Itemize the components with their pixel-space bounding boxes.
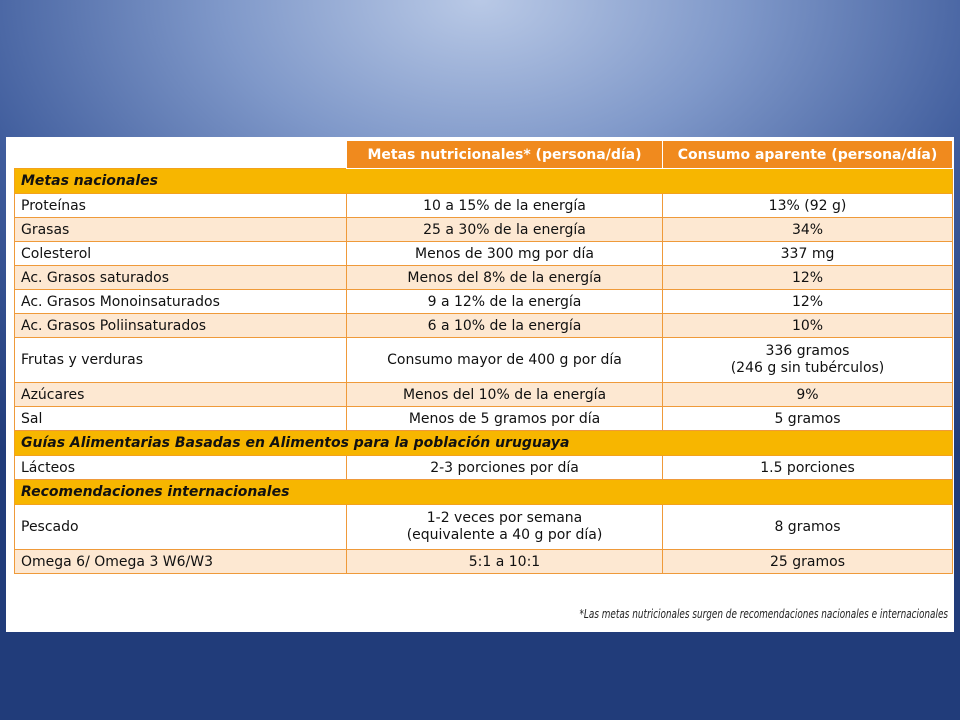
row-consumption: 10%	[663, 314, 953, 338]
header-blank-cell	[15, 141, 347, 169]
table-row	[15, 290, 953, 314]
table-row	[15, 505, 953, 550]
row-consumption: 13% (92 g)	[663, 194, 953, 218]
row-item: Lácteos	[15, 456, 347, 480]
table-row	[15, 550, 953, 574]
nutrition-table	[14, 140, 953, 574]
section-title: Guías Alimentarias Basadas en Alimentos para la población uruguaya	[15, 431, 953, 456]
table-row	[15, 242, 953, 266]
section-title: Recomendaciones internacionales	[15, 480, 953, 505]
table-row	[15, 338, 953, 383]
row-consumption: 8 gramos	[663, 505, 953, 550]
section-row	[15, 169, 953, 194]
row-item: Pescado	[15, 505, 347, 550]
row-goal: 5:1 a 10:1	[347, 550, 663, 574]
row-goal-line1: 1-2 veces por semana	[426, 510, 583, 526]
row-item: Omega 6/ Omega 3 W6/W3	[15, 550, 347, 574]
row-consumption-line1: 336 gramos	[765, 343, 850, 359]
table-row	[15, 407, 953, 431]
table-row	[15, 194, 953, 218]
row-goal: 6 a 10% de la energía	[347, 314, 663, 338]
section-title: Metas nacionales	[15, 169, 953, 194]
table-row	[15, 266, 953, 290]
row-goal: 25 a 30% de la energía	[347, 218, 663, 242]
row-consumption: 12%	[663, 290, 953, 314]
row-consumption: 12%	[663, 266, 953, 290]
row-goal: 2-3 porciones por día	[347, 456, 663, 480]
table-row	[15, 383, 953, 407]
row-goal-line2: (equivalente a 40 g por día)	[406, 527, 603, 543]
row-item: Azúcares	[15, 383, 347, 407]
table-header-row	[15, 141, 953, 169]
row-consumption	[663, 338, 953, 383]
row-consumption: 5 gramos	[663, 407, 953, 431]
row-goal: Consumo mayor de 400 g por día	[347, 338, 663, 383]
row-consumption: 9%	[663, 383, 953, 407]
row-consumption-line2: (246 g sin tubérculos)	[730, 360, 885, 376]
row-item: Ac. Grasos saturados	[15, 266, 347, 290]
slide-panel	[6, 137, 954, 632]
row-item: Frutas y verduras	[15, 338, 347, 383]
row-item: Colesterol	[15, 242, 347, 266]
row-consumption: 1.5 porciones	[663, 456, 953, 480]
row-item: Grasas	[15, 218, 347, 242]
row-goal: 10 a 15% de la energía	[347, 194, 663, 218]
row-goal: 9 a 12% de la energía	[347, 290, 663, 314]
table-row	[15, 456, 953, 480]
row-goal: Menos de 300 mg por día	[347, 242, 663, 266]
row-item: Ac. Grasos Poliinsaturados	[15, 314, 347, 338]
row-item: Ac. Grasos Monoinsaturados	[15, 290, 347, 314]
table-row	[15, 218, 953, 242]
row-goal: Menos del 10% de la energía	[347, 383, 663, 407]
row-goal: Menos de 5 gramos por día	[347, 407, 663, 431]
row-goal	[347, 505, 663, 550]
section-row	[15, 431, 953, 456]
section-row	[15, 480, 953, 505]
row-consumption: 25 gramos	[663, 550, 953, 574]
footnote: *Las metas nutricionales surgen de recomendaciones nacionales e internacionales	[579, 607, 948, 621]
table-row	[15, 314, 953, 338]
row-consumption: 34%	[663, 218, 953, 242]
row-item: Sal	[15, 407, 347, 431]
row-consumption: 337 mg	[663, 242, 953, 266]
row-goal: Menos del 8% de la energía	[347, 266, 663, 290]
header-goals: Metas nutricionales* (persona/día)	[347, 141, 663, 169]
header-consumption: Consumo aparente (persona/día)	[663, 141, 953, 169]
row-item: Proteínas	[15, 194, 347, 218]
